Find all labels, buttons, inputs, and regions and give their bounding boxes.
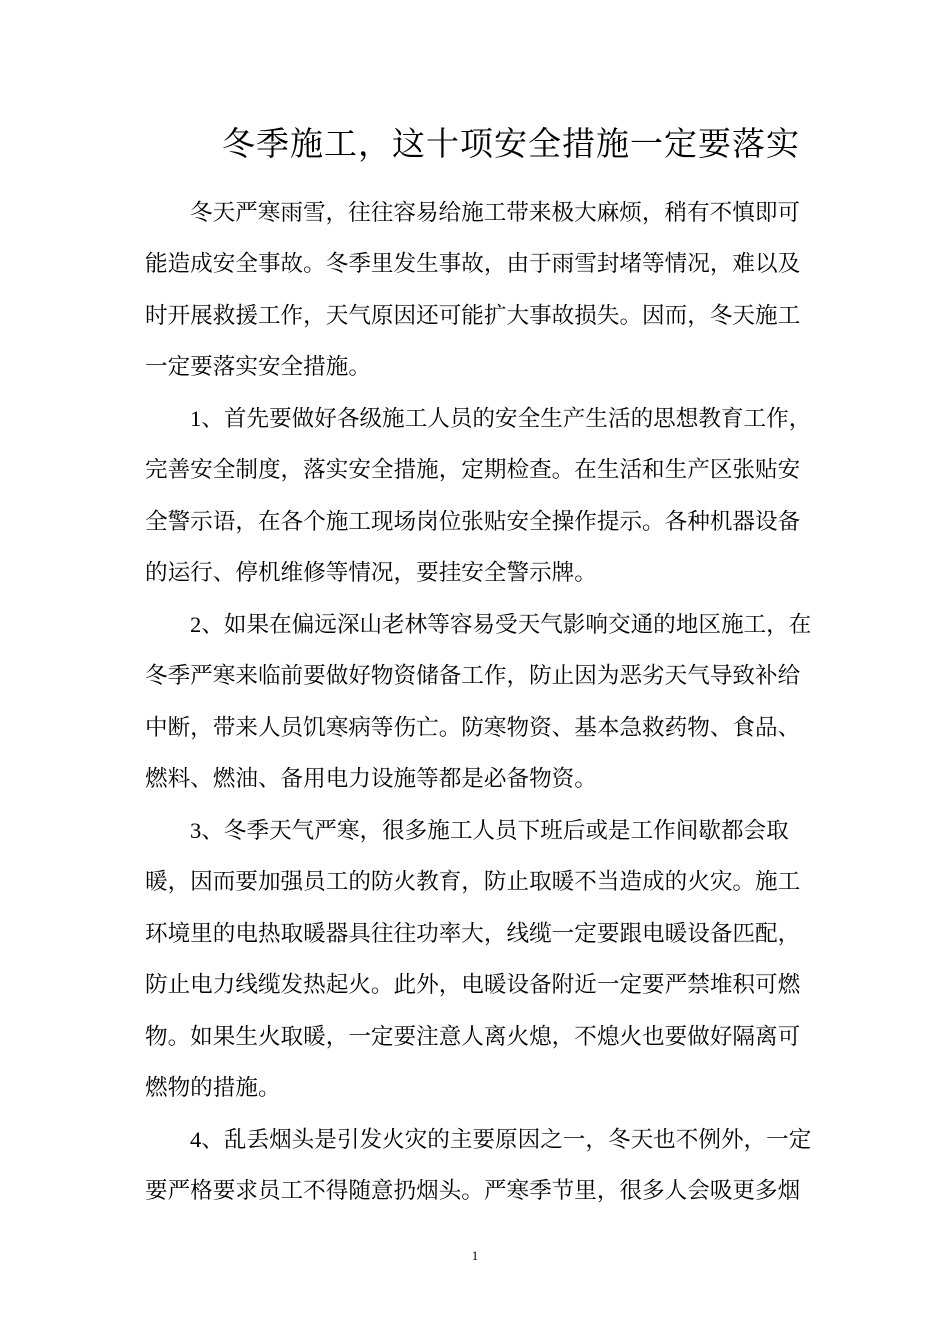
document-title: 冬季施工，这十项安全措施一定要落实 <box>222 124 800 163</box>
paragraph-line: 冬天严寒雨雪，往往容易给施工带来极大麻烦，稍有不慎即可 <box>190 200 801 226</box>
page-number: 1 <box>471 1248 479 1263</box>
list-item-number: 1 <box>190 406 202 431</box>
paragraph-line: 防止电力线缆发热起火。此外，电暖设备附近一定要严禁堆积可燃 <box>145 972 801 998</box>
list-item-line <box>190 404 811 434</box>
list-item-text: 、首先要做好各级施工人员的安全生产生活的思想教育工作， <box>201 406 812 432</box>
paragraph-line: 能造成安全事故。冬季里发生事故，由于雨雪封堵等情况，难以及 <box>145 251 801 277</box>
list-item-text: 、冬季天气严寒，很多施工人员下班后或是工作间歇都会取 <box>201 818 789 844</box>
paragraph-line: 暖，因而要加强员工的防火教育，防止取暖不当造成的火灾。施工 <box>145 869 801 895</box>
list-item-line <box>190 1125 811 1155</box>
paragraph-line: 环境里的电热取暖器具往往功率大，线缆一定要跟电暖设备匹配， <box>145 921 801 947</box>
paragraph-line: 全警示语，在各个施工现场岗位张贴安全操作提示。各种机器设备 <box>145 509 801 535</box>
paragraph-line: 中断，带来人员饥寒病等伤亡。防寒物资、基本急救药物、食品、 <box>145 715 801 741</box>
paragraph-line: 要严格要求员工不得随意扔烟头。严寒季节里，很多人会吸更多烟 <box>145 1178 801 1204</box>
paragraph-line: 物。如果生火取暖，一定要注意人离火熄，不熄火也要做好隔离可 <box>145 1024 801 1050</box>
list-item-number: 2 <box>190 612 202 637</box>
paragraph-line: 冬季严寒来临前要做好物资储备工作，防止因为恶劣天气导致补给 <box>145 663 801 689</box>
list-item-number: 4 <box>190 1127 202 1152</box>
paragraph-line: 时开展救援工作，天气原因还可能扩大事故损失。因而，冬天施工 <box>145 303 801 329</box>
paragraph-line: 完善安全制度，落实安全措施，定期检查。在生活和生产区张贴安 <box>145 457 801 483</box>
list-item-line <box>190 610 811 640</box>
list-item-line <box>190 816 789 846</box>
paragraph-line: 燃物的措施。 <box>145 1075 281 1101</box>
list-item-text: 、如果在偏远深山老林等容易受天气影响交通的地区施工，在 <box>201 612 812 638</box>
paragraph-line: 的运行、停机维修等情况，要挂安全警示牌。 <box>145 560 597 586</box>
list-item-number: 3 <box>190 818 202 843</box>
list-item-text: 、乱丢烟头是引发火灾的主要原因之一，冬天也不例外，一定 <box>201 1127 812 1153</box>
paragraph-line: 一定要落实安全措施。 <box>145 354 371 380</box>
paragraph-line: 燃料、燃油、备用电力设施等都是必备物资。 <box>145 766 597 792</box>
